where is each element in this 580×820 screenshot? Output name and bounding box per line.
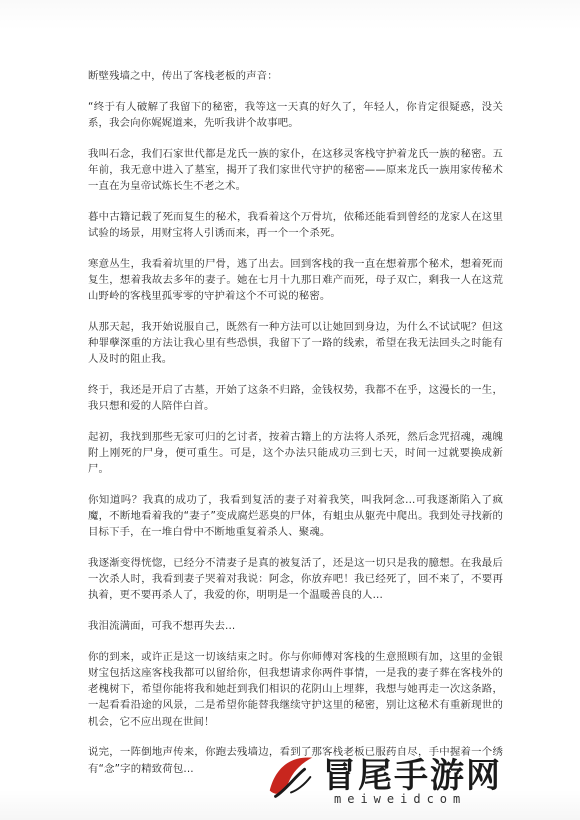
paragraph: 我泪流满面，可我不想再失去... — [88, 620, 236, 633]
site-watermark — [262, 744, 562, 814]
watermark-title: 冒尾手游网 — [322, 756, 502, 796]
paragraph: 你知道吗？我真的成功了，我看到复活的妻子对着我笑，叫我阿念...可我逐渐陷入了疯魔，不断地看着我的“妻子”变成腐烂恶臭的尸体，有蛆虫从躯壳中爬出。我到处寻找新的目标下手，在一堆白骨中不断地重复着杀人、聚魂。 — [88, 493, 503, 539]
paragraph: 我逐渐变得恍惚，已经分不清妻子是真的被复活了，还是这一切只是我的臆想。在我最后一次杀人时，我看到妻子哭着对我说：阿念，你放弃吧！我已经死了，回不来了，不要再执着，更不要再杀人了，我爱的你，明明是一个温暖善良的人... — [88, 556, 503, 602]
paragraph: “终于有人破解了我留下的秘密，我等这一天真的好久了，年轻人，你肯定很疑惑，没关系，我会向你娓娓道来，先听我讲个故事吧。 — [88, 100, 503, 129]
paragraph: 终于，我还是开启了古墓，开始了这条不归路，金钱权势，我都不在乎，这漫长的一生，我只想和爱的人陪伴白首。 — [88, 383, 503, 413]
paragraph: 我叫石念，我们石家世代都是龙氏一族的家仆，在这移灵客栈守护着龙氏一族的秘密。五年前，我无意中进入了墓室，揭开了我们家世代守护的秘密——原来龙氏一族用家传秘术一直在为皇帝试炼长生不老之术。 — [88, 147, 503, 193]
paragraph: 你的到来，或许正是这一切该结束之时。你与你师傅对客栈的生意照顾有加，这里的金银财宝包括这座客栈我都可以留给你，但我想请求你两件事情，一是我的妻子葬在客栈外的老槐树下，希望你能将我和她赶到我们相识的花阴山上埋葬，我想与她再走一次这条路，一起看看沿途的风景，二是希望你能替我继续守护这里的秘密，别让这秘术有重新现世的机会，它不应出现在世间！ — [88, 650, 503, 728]
paragraph: 暮中古籍记载了死而复生的秘术，我看着这个万骨坑，依稀还能看到曾经的龙家人在这里试验的场景，用财宝将人引诱而来，再一个一个杀死。 — [88, 210, 503, 239]
paragraph: 起初，我找到那些无家可归的乞讨者，按着古籍上的方法将人杀死，然后念咒招魂，魂魄附上刚死的尸身，便可重生。可是，这个办法只能成功三到七天，时间一过就要换成新尸。 — [88, 430, 503, 476]
paragraph: 从那天起，我开始说服自己，既然有一种方法可以让她回到身边，为什么不试试呢？但这种罪孽深重的方法让我心里有些恐惧，我留下了一路的线索，希望在我无法回头之时能有人及时的阻止我。 — [88, 320, 503, 366]
story-text — [88, 68, 503, 791]
watermark-subtitle: meiweidcom — [334, 792, 467, 806]
paragraph: 说完，一阵倒地声传来，你跑去残墙边，看到了那客栈老板已服药自尽，手中握着一个绣有“念”字的精致荷包... — [88, 746, 503, 775]
paragraph: 断壁残墙之中，传出了客栈老板的声音： — [88, 70, 278, 82]
brush-logo-icon — [262, 748, 320, 806]
paragraph: 寒意丛生，我看着坑里的尸骨，逃了出去。回到客栈的我一直在想着那个秘术，想着死而复生，想着我故去多年的妻子。她在七月十九那日难产而死，母子双亡，剩我一人在这荒山野岭的客栈里孤零零的守护着这个不可说的秘密。 — [88, 257, 503, 303]
